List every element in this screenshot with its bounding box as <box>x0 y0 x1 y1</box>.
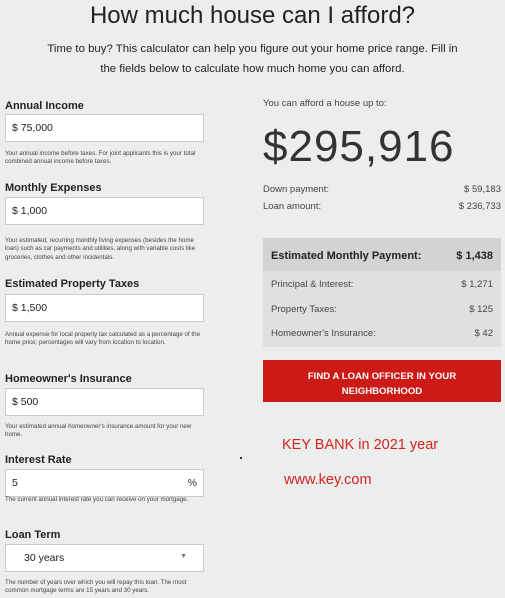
monthly-expenses-input[interactable]: $ 1,000 <box>5 197 204 225</box>
monthly-payment-label: Estimated Monthly Payment: <box>271 250 422 262</box>
annual-income-label: Annual Income <box>5 100 84 112</box>
insurance-row <box>263 328 501 339</box>
insurance-input[interactable]: $ 500 <box>5 388 204 416</box>
insurance-row-value: $ 42 <box>474 328 493 339</box>
page-title: How much house can I afford? <box>89 2 416 29</box>
annotation-bank-year: KEY BANK in 2021 year <box>282 437 439 453</box>
monthly-expenses-label: Monthly Expenses <box>5 182 102 194</box>
percent-suffix: % <box>187 477 197 489</box>
property-taxes-row <box>263 304 501 315</box>
loan-amount-label: Loan amount: <box>263 201 322 212</box>
interest-rate-label: Interest Rate <box>5 454 72 466</box>
loan-term-select[interactable] <box>5 544 204 572</box>
loan-amount-value: $ 236,733 <box>458 201 501 212</box>
monthly-expenses-help: Your estimated, recurring monthly living expenses (besides the home loan) such as car payments and utilities, along with variable costs like groceries, clothes and other incidentals. <box>5 237 196 261</box>
annual-income-help: Your annual income before taxes. For joint applicants this is your total combined annual income before taxes. <box>5 150 196 166</box>
annual-income-input[interactable]: $ 75,000 <box>5 114 204 142</box>
insurance-help: Your estimated annual homeowner's insurance amount for your new home. <box>5 423 192 439</box>
property-taxes-help: Annual expense for local property tax calculated as a percentage of the home price; percentages will vary from location to location. <box>5 331 201 347</box>
loan-amount-row <box>263 201 501 212</box>
chevron-down-icon: ▼ <box>180 553 187 560</box>
property-taxes-input[interactable]: $ 1,500 <box>5 294 204 322</box>
loan-term-value: 30 years <box>24 552 65 564</box>
down-payment-value: $ 59,183 <box>464 184 501 195</box>
principal-interest-row <box>263 279 501 290</box>
afford-label: You can afford a house up to: <box>263 98 387 109</box>
insurance-row-label: Homeowner's Insurance: <box>271 328 376 339</box>
loan-term-label: Loan Term <box>5 529 61 541</box>
down-payment-row <box>263 184 501 195</box>
insurance-label: Homeowner's Insurance <box>5 373 132 385</box>
property-taxes-row-value: $ 125 <box>469 304 493 315</box>
page-subtitle: Time to buy? This calculator can help you figure out your home price range. Fill in the fields below to calculate how much home you can afford. <box>47 43 458 75</box>
principal-interest-value: $ 1,271 <box>461 279 493 290</box>
find-loan-officer-button[interactable]: FIND A LOAN OFFICER IN YOUR NEIGHBORHOOD <box>263 360 501 402</box>
stray-dot <box>240 457 242 459</box>
annotation-website: www.key.com <box>284 472 372 488</box>
loan-term-help: The number of years over which you will repay this loan. The most common mortgage terms are 15 years and 30 years. <box>5 579 187 595</box>
interest-rate-value: 5 <box>12 477 18 489</box>
interest-rate-help: The current annual interest rate you can receive on your mortgage. <box>5 496 189 503</box>
monthly-payment-header <box>263 238 501 271</box>
principal-interest-label: Principal & Interest: <box>271 279 354 290</box>
monthly-payment-value: $ 1,438 <box>456 250 493 262</box>
afford-amount: $295,916 <box>263 122 455 171</box>
down-payment-label: Down payment: <box>263 184 330 195</box>
monthly-payment-box <box>263 238 501 347</box>
property-taxes-label: Estimated Property Taxes <box>5 278 140 290</box>
interest-rate-input[interactable] <box>5 469 204 497</box>
property-taxes-row-label: Property Taxes: <box>271 304 337 315</box>
